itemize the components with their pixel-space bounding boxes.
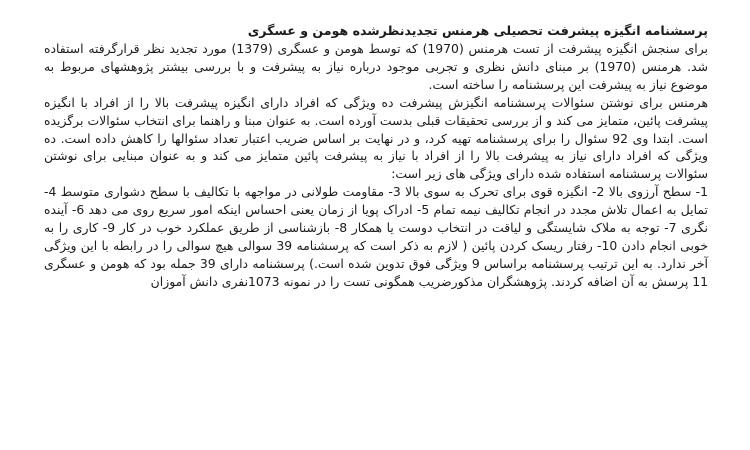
paragraph-feature-list: 1- سطح آرزوی بالا 2- انگیزه قوی برای تحرک به سوی بالا 3- مقاومت طولانی در مواجهه با تکالیف با سطح دشواری متوسط 4- تمایل به اعمال تلاش مجدد در انجام تکالیف نیمه تمام 5- ادراک پویا از زمان یعنی احساس اینکه امور سریع روی می دهد 6- آینده نگری 7- توجه به ملاک شایستگی و لیاقت در انتخاب دوست یا همکار 8- بازشناسی از طریق عملکرد خوب در کار 9- کاری را به خوبی انجام دادن 10- رفتار ریسک کردن پائین ( لازم به ذکر است که پرسشنامه 39 سوالی هیچ سوالی را در رابطه با این ویژگی آخر ندارد. به این ترتیب پرسشنامه براساس 9 ویژگی فوق تدوین شده است.) پرسشنامه دارای 39 جمله بود که هومن و عسگری 11 پرسش به آن اضافه کردند. پژوهشگران مذکورضریب همگونی تست را در نمونه 1073نفری دانش آموزان [44, 184, 709, 289]
paragraph-hermans-features: هرمنس برای نوشتن سئوالات پرسشنامه انگیزش پیشرفت ده ویژگی که افراد دارای انگیزه پیشرفت بالا را از افراد با انگیزه پیشرفت پائین، متمایز می کند و از بررسی تحقیقات قبلی بدست آورده است. به عنوان مبنا و راهنما برای انتخاب سئوالات برگزیده است. ابتدا وی 92 سئوال را برای پرسشنامه تهیه کرد، و در نهایت بر اساس ضریب اعتبار تعداد سئوالها را کاهش داده است. ده ویژگی که افراد دارای نیاز به پیشرفت بالا را از افراد با نیاز به پیشرفت پائین متمایز می کند و به عنوان مبنایی برای نوشتن سئوالات پرسشنامه استفاده شده دارای ویژگی های زیر است: [44, 94, 708, 182]
document-page [44, 22, 708, 291]
paragraph-intro: برای سنجش انگیزه پیشرفت از تست هرمنس (1970) که توسط هومن و عسگری (1379) مورد تجدید نظر قرارگرفته استفاده شد. هرمنس (1970) بر مبنای دانش نظری و تجربی موجود درباره نیاز به پیشرفت و با بررسی بیشتر پژوهشهای مربوط به موضوع نیاز به پیشرفت این پرسشنامه را ساخته است. [44, 41, 708, 92]
document-title: پرسشنامه انگیزه پیشرفت تحصیلی هرمنس تجدیدنظرشده هومن و عسگری [247, 23, 708, 38]
